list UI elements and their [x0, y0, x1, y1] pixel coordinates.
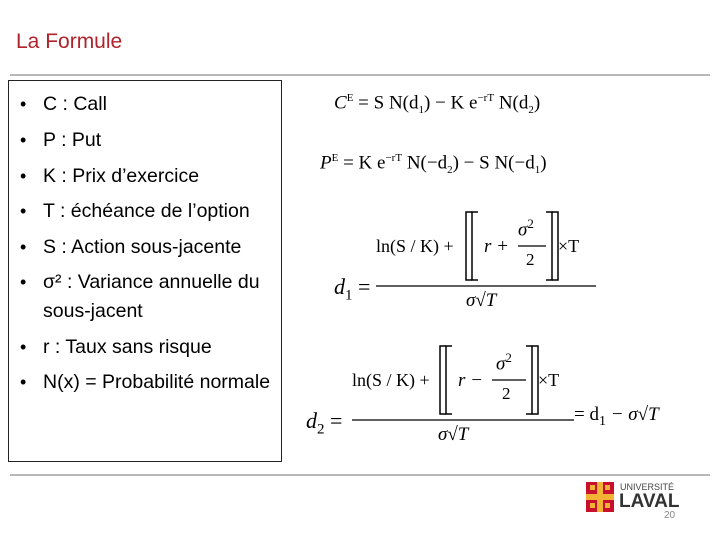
d2-eq: =: [330, 408, 343, 433]
page-number: 20: [664, 510, 676, 521]
d2-r: r −: [458, 370, 483, 391]
d2-sq: 2: [505, 350, 512, 365]
d2-rhs: = d: [574, 404, 599, 425]
bullet-rate: • r : Taux sans risque: [9, 332, 281, 362]
put-sub2: 1: [534, 164, 541, 177]
d2-sigma: σ: [496, 353, 506, 375]
bullet-normal-prob: • N(x) = Probabilité normale: [9, 368, 281, 397]
bullet-put: • P : Put: [9, 125, 281, 155]
put-rhs3: ) − S N(−d: [452, 152, 535, 174]
d2-two: 2: [502, 384, 511, 403]
d1-r: r +: [484, 236, 509, 257]
bullet-maturity: • T : échéance de l’option: [9, 197, 281, 226]
put-sub1: 2: [447, 164, 453, 177]
bullet-call: • C : Call: [9, 89, 281, 119]
put-rhs2: N(−d: [402, 152, 448, 174]
d2-label: d: [306, 408, 317, 433]
bullet-strike: • K : Prix d’exercice: [9, 161, 281, 191]
call-rhs1: = S N(d: [358, 92, 419, 114]
d2-rhs-sub: 1: [598, 413, 606, 429]
d2-sub: 2: [317, 421, 325, 438]
call-exp: −rT: [477, 92, 495, 104]
d2-times: ×T: [538, 370, 560, 390]
d2-ln: ln(S / K) +: [352, 370, 430, 390]
call-sub2: 2: [528, 104, 534, 117]
logo-line2: LAVAL: [619, 491, 680, 512]
logo-line1: UNIVERSITÉ: [620, 482, 675, 492]
bullet-variance: • σ² : Variance annuelle du sous-jacent: [9, 268, 281, 326]
slide-title: La Formule: [16, 30, 123, 53]
d1-sigma: σ: [518, 219, 528, 241]
d1-ln: ln(S / K) +: [376, 236, 454, 256]
d1-den: σ√T: [466, 290, 497, 311]
d1-sq: 2: [527, 216, 534, 231]
call-rhs2: ) − K e: [424, 92, 478, 114]
bottom-divider: [10, 474, 710, 476]
put-lhs: P: [320, 152, 332, 174]
put-rhs4: ): [540, 152, 547, 174]
d1-times: ×T: [558, 236, 580, 256]
d1-label: d: [334, 274, 345, 299]
d2-den: σ√T: [438, 424, 469, 445]
call-rhs4: ): [533, 92, 541, 114]
put-rhs1: = K e: [343, 152, 386, 174]
d1-sub: 1: [345, 287, 353, 304]
put-exp: −rT: [385, 152, 403, 164]
call-lhs: C: [334, 92, 347, 114]
call-sub1: 1: [418, 104, 425, 117]
d1-two: 2: [526, 250, 535, 269]
call-rhs3: N(d: [494, 92, 529, 114]
call-sup: E: [346, 92, 354, 104]
put-sup: E: [331, 152, 339, 164]
d1-eq: =: [358, 274, 371, 299]
bullet-underlying: • S : Action sous-jacente: [9, 232, 281, 262]
d2-rhs-tail: − σ√T: [605, 404, 659, 425]
